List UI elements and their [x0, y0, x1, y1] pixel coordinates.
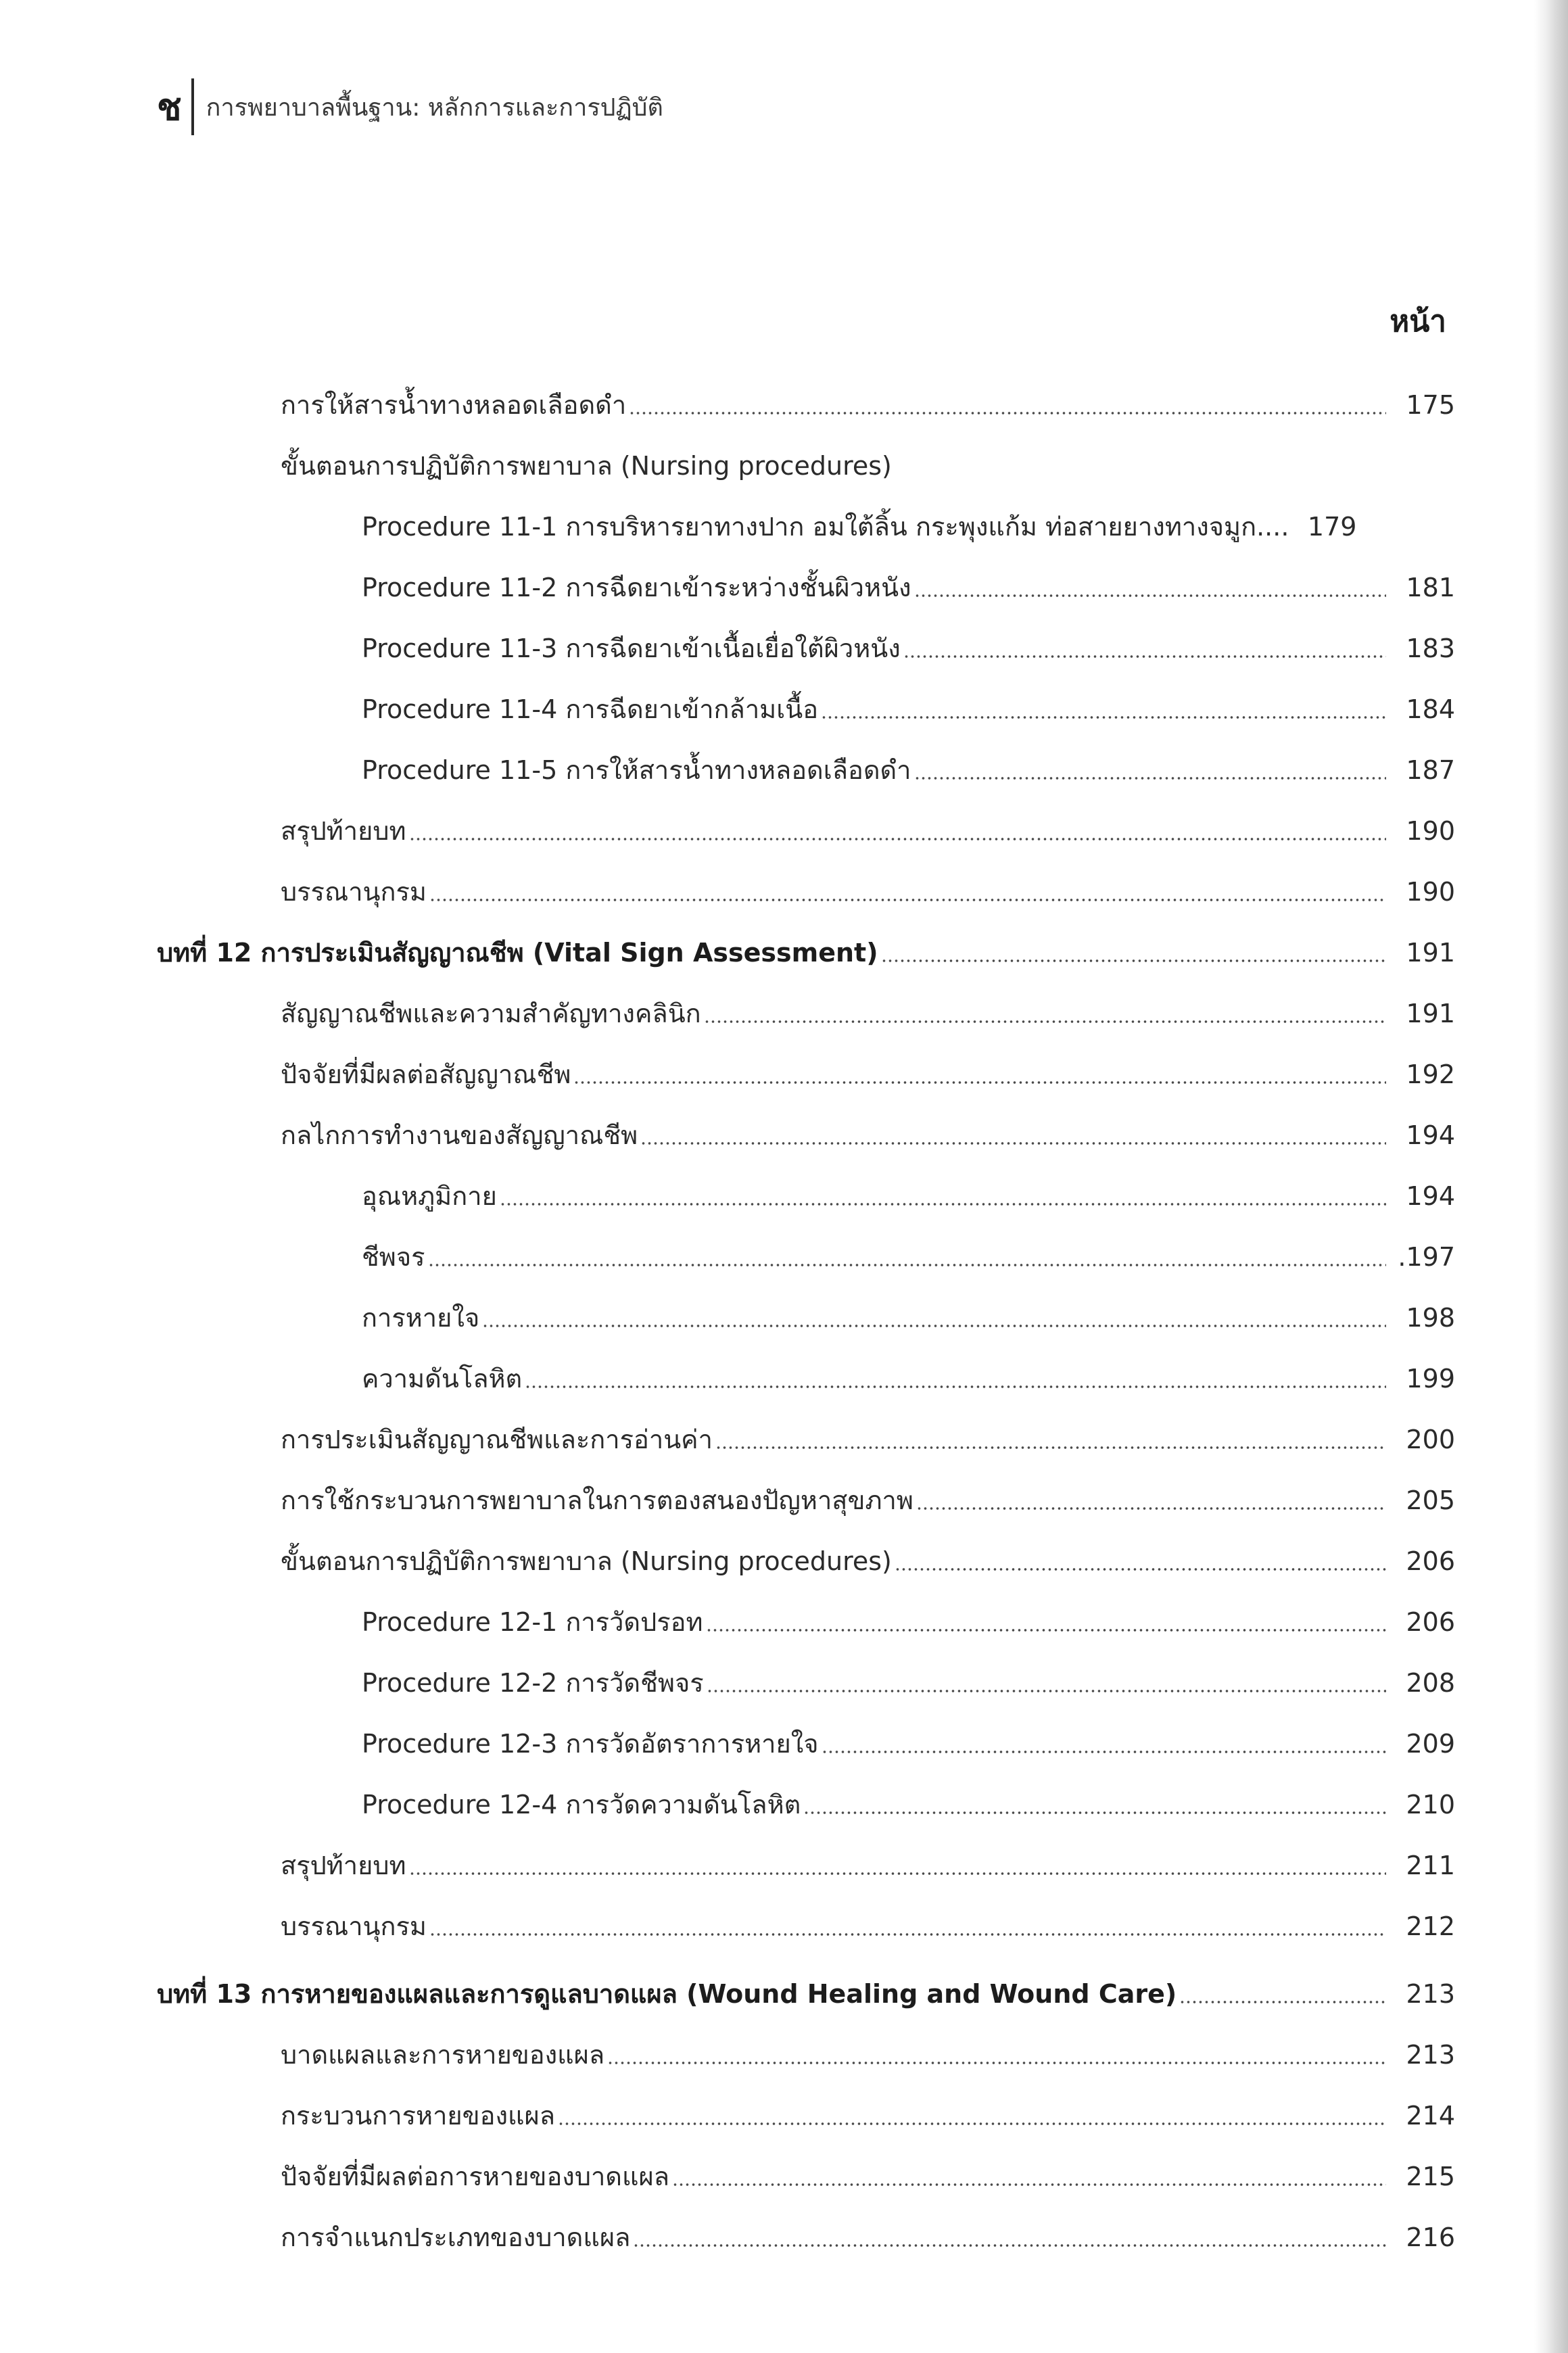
toc-entry-page: 187	[1406, 755, 1455, 785]
toc-entry	[281, 1419, 1455, 1460]
toc-entry-page: .197	[1398, 1242, 1455, 1272]
toc-entry	[362, 1723, 1455, 1765]
toc-entry-title: การจำแนกประเภทของบาดแผล	[281, 2223, 631, 2252]
toc-entry-page: 200	[1406, 1425, 1455, 1454]
toc-dot-leader	[916, 1505, 1386, 1512]
toc-entry-title: บรรณานุกรม	[281, 1911, 427, 1941]
toc-entry-page: 216	[1406, 2223, 1455, 2252]
toc-chapter-title: บทที่ 13 การหายของแผลและการดูแลบาดแผล (Wound Healing and Wound Care)	[157, 1979, 1177, 2009]
toc-entry-page: 191	[1406, 938, 1455, 968]
toc-entry-title: ชีพจร	[362, 1242, 425, 1272]
toc-entry-page: 183	[1406, 634, 1455, 663]
toc-entry-page: 212	[1406, 1911, 1455, 1941]
toc-entry-title: Procedure 12-2 การวัดชีพจร	[362, 1668, 704, 1698]
toc-entry-title: สรุปท้ายบท	[281, 1851, 406, 1880]
toc-dot-leader	[822, 1749, 1386, 1755]
toc-entry-page: 206	[1406, 1607, 1455, 1637]
toc-entry	[362, 567, 1455, 609]
toc-entry	[281, 1479, 1455, 1521]
toc-entry-title: Procedure 11-5 การให้สารน้ำทางหลอดเลือดดำ	[362, 755, 911, 785]
toc-entry-title: สรุปท้ายบท	[281, 816, 406, 846]
toc-entry	[362, 1175, 1455, 1217]
toc-entry-title: Procedure 12-4 การวัดความดันโลหิต	[362, 1790, 801, 1820]
toc-chapter-title: บทที่ 12 การประเมินสัญญาณชีพ (Vital Sign Assessment)	[157, 938, 878, 968]
toc-dot-leader	[500, 1201, 1386, 1208]
toc-dot-leader	[895, 1566, 1386, 1573]
toc-dot-leader	[409, 836, 1386, 842]
toc-dot-leader	[633, 2242, 1386, 2249]
toc-entry-title: Procedure 11-3 การฉีดยาเข้าเนื้อเยื่อใต้ผิวหนัง	[362, 634, 901, 663]
toc-entry-page: 191	[1406, 999, 1455, 1028]
toc-entry	[281, 1845, 1455, 1886]
toc-entry	[362, 627, 1455, 669]
toc-entry-title: อุณหภูมิกาย	[362, 1181, 497, 1211]
toc-entry-title: ขั้นตอนการปฏิบัติการพยาบาล (Nursing procedures)	[281, 451, 892, 481]
toc-dot-leader	[640, 1140, 1386, 1147]
toc-entry-page: 208	[1406, 1668, 1455, 1698]
toc-entry-page: 205	[1406, 1486, 1455, 1515]
toc-entry	[281, 871, 1455, 913]
toc-entry-page: 214	[1406, 2101, 1455, 2131]
toc-entry-page: 184	[1406, 694, 1455, 724]
toc-dot-leader	[607, 2060, 1386, 2066]
toc-dot-leader	[881, 957, 1386, 964]
toc-entry-page: 190	[1406, 816, 1455, 846]
toc-entry-title: การหายใจ	[362, 1303, 480, 1333]
toc-entry	[362, 506, 1455, 548]
toc-dot-leader	[672, 2181, 1386, 2188]
toc-dot-leader	[525, 1383, 1386, 1390]
toc-entry-title: Procedure 12-1 การวัดปรอท	[362, 1607, 703, 1637]
toc-entry	[362, 1784, 1455, 1826]
book-spine-shadow	[1534, 0, 1568, 2353]
toc-dot-leader	[914, 775, 1386, 782]
book-title: การพยาบาลพื้นฐาน: หลักการและการปฏิบัติ	[206, 93, 663, 122]
toc-chapter-entry	[157, 1973, 1455, 2015]
toc-dot-leader	[706, 1627, 1386, 1634]
toc-dot-leader	[629, 410, 1386, 417]
toc-entry-page: 194	[1406, 1181, 1455, 1211]
toc-dot-leader	[914, 592, 1386, 599]
toc-entry-page: 181	[1406, 573, 1455, 602]
toc-entry-page: 213	[1406, 1979, 1455, 2009]
toc-dot-leader	[707, 1688, 1386, 1694]
toc-entry-title: บรรณานุกรม	[281, 877, 427, 907]
toc-entry-page: 206	[1406, 1546, 1455, 1576]
toc-dot-leader	[429, 1931, 1386, 1938]
toc-entry-title: ปัจจัยที่มีผลต่อสัญญาณชีพ	[281, 1060, 571, 1089]
toc-entry	[281, 993, 1455, 1035]
toc-dot-leader	[1179, 1999, 1386, 2005]
toc-entry-title: ปัจจัยที่มีผลต่อการหายของบาดแผล	[281, 2162, 670, 2191]
toc-dot-leader	[704, 1018, 1386, 1025]
toc-entry-page: 190	[1406, 877, 1455, 907]
toc-entry-page: 210	[1406, 1790, 1455, 1820]
toc-entry-title: การใช้กระบวนการพยาบาลในการตองสนองปัญหาสุขภาพ	[281, 1486, 913, 1515]
toc-entry-title: การให้สารน้ำทางหลอดเลือดดำ	[281, 390, 627, 420]
toc-dot-leader	[409, 1870, 1386, 1877]
toc-entry	[281, 445, 1455, 487]
toc-entry-title: Procedure 11-4 การฉีดยาเข้ากล้ามเนื้อ	[362, 694, 819, 724]
toc-entry-page: 213	[1406, 2040, 1455, 2070]
toc-entry-page: 211	[1406, 1851, 1455, 1880]
toc-entry	[362, 1601, 1455, 1643]
toc-entry-page: 198	[1406, 1303, 1455, 1333]
page-column-label: หน้า	[1389, 304, 1446, 339]
toc-entry	[362, 1662, 1455, 1704]
toc-entry-page: 192	[1406, 1060, 1455, 1089]
toc-entry	[362, 749, 1455, 791]
toc-entry-title: Procedure 12-3 การวัดอัตราการหายใจ	[362, 1729, 819, 1759]
toc-dot-leader	[821, 714, 1386, 721]
toc-entry-title: ขั้นตอนการปฏิบัติการพยาบาล (Nursing procedures)	[281, 1546, 892, 1576]
header-divider	[191, 78, 194, 135]
toc-dot-leader	[715, 1444, 1386, 1451]
toc-entry	[362, 1236, 1455, 1278]
toc-entry-title: กระบวนการหายของแผล	[281, 2101, 556, 2131]
toc-entry-page: 215	[1406, 2162, 1455, 2191]
toc-dot-leader	[428, 1262, 1386, 1268]
toc-entry	[362, 688, 1455, 730]
toc-entry-page: 175	[1406, 390, 1455, 420]
toc-entry	[281, 2095, 1455, 2137]
toc-entry	[281, 810, 1455, 852]
toc-entry-title: บาดแผลและการหายของแผล	[281, 2040, 605, 2070]
toc-entry-title: Procedure 11-1 การบริหารยาทางปาก อมใต้ลิ้น กระพุงแก้ม ท่อสายยางทางจมูก....	[362, 512, 1289, 542]
toc-entry-title: ความดันโลหิต	[362, 1364, 523, 1394]
toc-dot-leader	[429, 897, 1386, 903]
toc-entry	[281, 2034, 1455, 2076]
toc-entry	[362, 1297, 1455, 1339]
toc-dot-leader	[558, 2120, 1386, 2127]
toc-entry-page: 209	[1406, 1729, 1455, 1759]
toc-dot-leader	[573, 1079, 1386, 1086]
toc-dot-leader	[903, 653, 1386, 660]
toc-entry-page: 194	[1406, 1120, 1455, 1150]
toc-entry-title: สัญญาณชีพและความสำคัญทางคลินิก	[281, 999, 701, 1028]
toc-entry	[281, 384, 1455, 426]
toc-entry	[281, 1540, 1455, 1582]
toc-entry	[281, 1905, 1455, 1947]
toc-entry-title: กลไกการทำงานของสัญญาณชีพ	[281, 1120, 638, 1150]
toc-entry	[281, 2216, 1455, 2258]
toc-dot-leader	[482, 1323, 1386, 1329]
toc-chapter-entry	[157, 932, 1455, 974]
toc-dot-leader	[803, 1809, 1386, 1816]
toc-entry	[281, 1053, 1455, 1095]
toc-entry-page: 199	[1406, 1364, 1455, 1394]
page-number-letter: ช	[157, 85, 182, 128]
running-header	[157, 80, 663, 134]
toc-entry-title: การประเมินสัญญาณชีพและการอ่านค่า	[281, 1425, 713, 1454]
toc-entry	[362, 1358, 1455, 1400]
toc-entry-page: 179	[1307, 512, 1357, 542]
toc-entry	[281, 1114, 1455, 1156]
toc-entry	[281, 2156, 1455, 2197]
toc-entry-title: Procedure 11-2 การฉีดยาเข้าระหว่างชั้นผิวหนัง	[362, 573, 911, 602]
